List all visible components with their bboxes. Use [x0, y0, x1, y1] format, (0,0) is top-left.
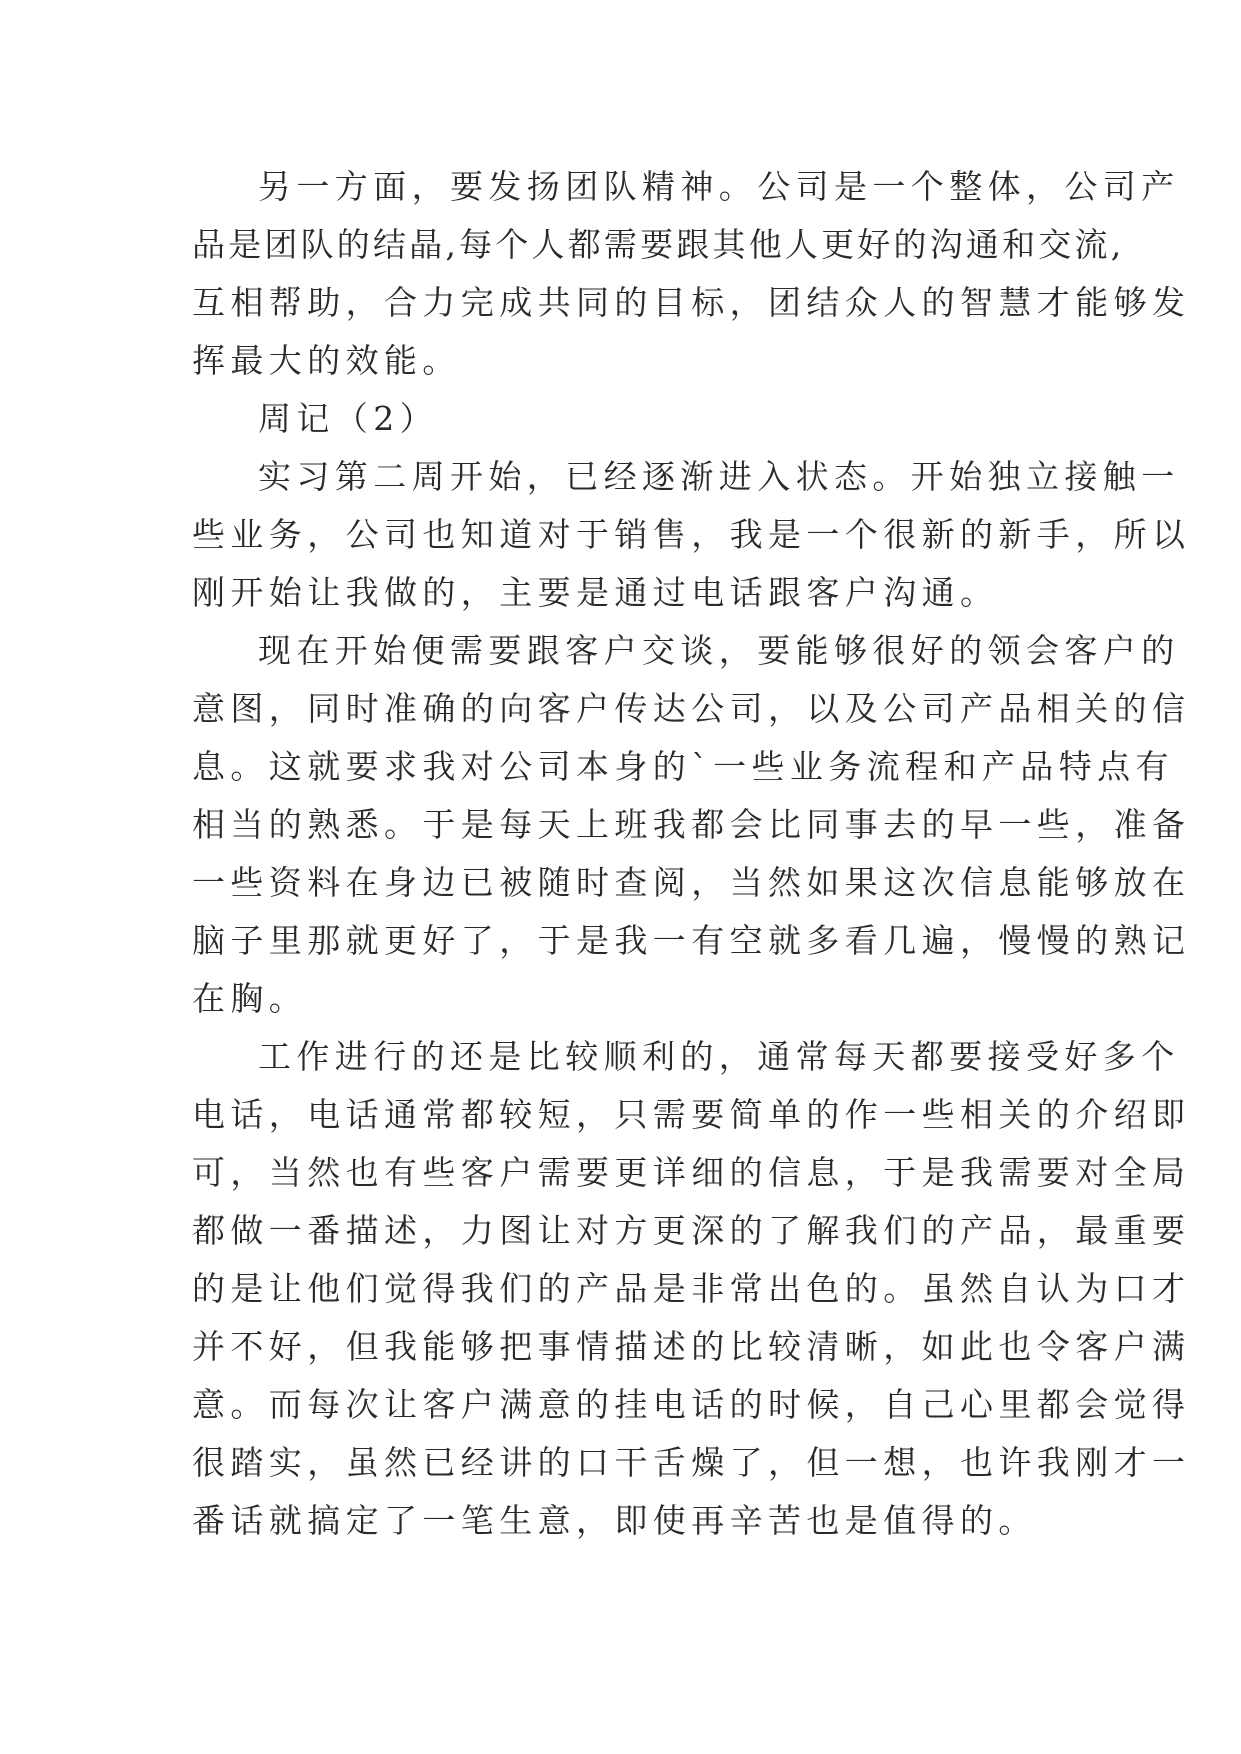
text-line: 意图，同时准确的向客户传达公司，以及公司产品相关的信 — [192, 689, 1191, 728]
text-line: 品是团队的结晶,每个人都需要跟其他人更好的沟通和交流, — [192, 225, 1125, 264]
text-line: 实习第二周开始，已经逐渐进入状态。开始独立接触一 — [258, 457, 1180, 496]
text-line: 现在开始便需要跟客户交谈，要能够很好的领会客户的 — [258, 631, 1180, 670]
document-body — [192, 158, 1191, 1550]
text-line: 意。而每次让客户满意的挂电话的时候，自己心里都会觉得 — [192, 1385, 1191, 1424]
text-line: 挥最大的效能。 — [192, 341, 461, 380]
section-heading-weekly-journal-2 — [192, 390, 1072, 448]
text-line: 息。这就要求我对公司本身的`一些业务流程和产品特点有 — [192, 747, 1174, 786]
text-line: 都做一番描述，力图让对方更深的了解我们的产品，最重要 — [192, 1211, 1191, 1250]
text-line: 些业务，公司也知道对于销售，我是一个很新的新手，所以 — [192, 515, 1191, 554]
text-line: 可，当然也有些客户需要更详细的信息，于是我需要对全局 — [192, 1153, 1191, 1192]
paragraph-second-week — [192, 448, 1191, 622]
section-heading: 周记（2） — [258, 399, 438, 438]
text-line: 脑子里那就更好了，于是我一有空就多看几遍，慢慢的熟记 — [192, 921, 1191, 960]
text-line: 的是让他们觉得我们的产品是非常出色的。虽然自认为口才 — [192, 1269, 1191, 1308]
text-line: 互相帮助，合力完成共同的目标，团结众人的智慧才能够发 — [192, 283, 1191, 322]
text-line: 工作进行的还是比较顺利的，通常每天都要接受好多个 — [258, 1037, 1180, 1076]
text-line: 并不好，但我能够把事情描述的比较清晰，如此也令客户满 — [192, 1327, 1191, 1366]
text-line: 很踏实，虽然已经讲的口干舌燥了，但一想，也许我刚才一 — [192, 1443, 1191, 1482]
text-line: 相当的熟悉。于是每天上班我都会比同事去的早一些，准备 — [192, 805, 1191, 844]
text-line: 另一方面，要发扬团队精神。公司是一个整体，公司产 — [258, 167, 1180, 206]
text-line: 一些资料在身边已被随时查阅，当然如果这次信息能够放在 — [192, 863, 1191, 902]
text-line: 番话就搞定了一笔生意，即使再辛苦也是值得的。 — [192, 1501, 1037, 1540]
paragraph-work-progress — [192, 1028, 1191, 1550]
text-line: 刚开始让我做的，主要是通过电话跟客户沟通。 — [192, 573, 999, 612]
text-line: 电话，电话通常都较短，只需要简单的作一些相关的介绍即 — [192, 1095, 1191, 1134]
paragraph-customer-talk — [192, 622, 1191, 1028]
paragraph-team-spirit — [192, 158, 1191, 390]
text-line: 在胸。 — [192, 979, 308, 1018]
